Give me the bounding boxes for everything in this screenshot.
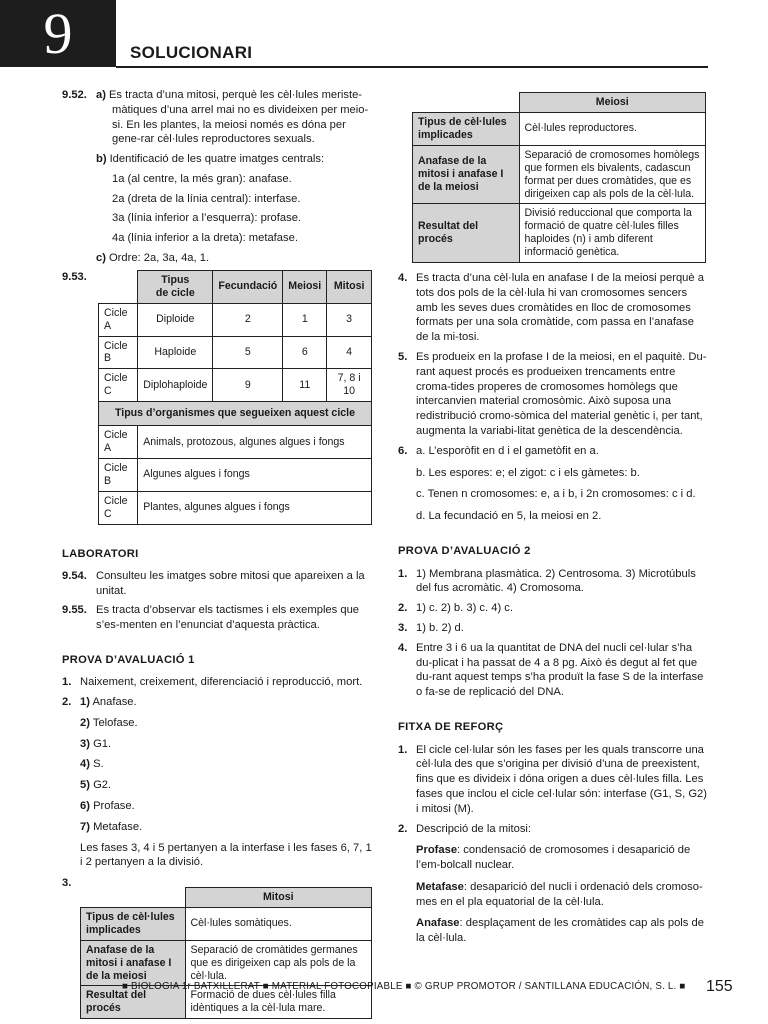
q4: 4. Es tracta d’una cèl·lula en anafase I de la meiosi perquè a tots dos pols de la cèl·lula hi van cromosomes sencers amb les seves dues cromàtides en lloc de cromosomes formats per una sola cromàtide, com passa en l’anafase de la mi-tosi. <box>398 272 704 344</box>
section-title: FITXA DE REFORÇ <box>398 720 504 733</box>
q954: 9.54. Consulteu les imatges sobre mitosi que apareixen a la unitat. <box>62 570 365 598</box>
p2-item: 4. Entre 3 i 6 ua la quantitat de DNA del nucli cel·lular s’ha du-plicat i ha passat de 4 a 8 pg. Això és degut al fet que du-rant aquest temps s’ha produït la fase S de la interfase o fa-se de replicació del DNA. <box>398 641 704 699</box>
list-item: 2a (dreta de la línia central): interfase. <box>112 192 301 205</box>
table-row: Cicle C Diplohaploide 9 11 7, 8 i 10 <box>99 369 372 402</box>
mitosi-table <box>80 887 372 1019</box>
page-number: 155 <box>706 978 733 995</box>
q5: 5. Es produeix en la profase I de la meiosi, en el paquitè. Du-rant aquest procés es produeixen trencaments entre croma-tides properes de cromosomes homòlegs que intercanvien material cromosòmic. Això suposa una redistribució cromo-sòmica del material genètic i, per tant, augmenta la variabi-litat genètica de la descendència. <box>398 351 707 437</box>
p1-q1: 1. Naixement, creixement, diferenciació i reproducció, mort. <box>62 676 363 689</box>
table-header: Meiosi <box>519 93 706 113</box>
right-column <box>398 92 708 951</box>
list-item: 4a (línia inferior a la dreta): metafase. <box>112 232 298 245</box>
section-title: LABORATORI <box>62 547 139 560</box>
q952-b-list <box>96 172 372 246</box>
section-title: PROVA D’AVALUACIÓ 2 <box>398 544 531 557</box>
cycle-table <box>98 270 372 525</box>
p1-q2: 2. 1) Anafase. 2) Telofase. 3) G1. 4) S. 5) G2. 6) Profase. 7) Metafase. Les fases 3, 4 i 5 pertanyen a la interfase i les fases 6, 7, 1 i 2 pertanyen a la divisió. <box>62 696 372 869</box>
table-header: Meiosi <box>283 270 327 303</box>
q953 <box>62 270 372 525</box>
q953-number: 9.53. <box>62 270 87 283</box>
table-header: Mitosi <box>185 887 372 907</box>
p1-q2-note: Les fases 3, 4 i 5 pertanyen a la interfase i les fases 6, 7, 1 i 2 pertanyen a la divisió. <box>80 841 372 869</box>
chapter-number: 9 <box>0 0 116 67</box>
table-header: Mitosi <box>327 270 372 303</box>
q952 <box>62 88 372 266</box>
table-row: Tipus d’organismes que segueixen aquest cicle <box>99 402 372 426</box>
table-row: Resultat del procés Formació de dues cèl·lules filla idèntiques a la cèl·lula mare. <box>81 986 372 1019</box>
header-rule <box>116 66 708 68</box>
table-row: Anafase de la mitosi i anafase I de la meiosi Separació de cromàtides germanes que es dirigeixen cap als pols de la cèl·lula. <box>81 940 372 986</box>
meiosi-table <box>412 92 706 263</box>
p2-item: 2. 1) c. 2) b. 3) c. 4) c. <box>398 602 513 615</box>
table-row: Cicle C Plantes, algunes algues i fongs <box>99 491 372 524</box>
table-row: Resultat del procés Divisió reduccional que comporta la formació de quatre cèl·lules filles haploides (n) i amb diferent informació genètica. <box>413 204 706 263</box>
q6: 6. a. L’esporòfit en d i el gametòfit en a. b. Les espores: e; el zigot: c i els gàmetes: b. c. Tenen n cromosomes: e, a i b, i 2n cromosomes: c i d. d. La fecundació en 5, la meiosi en 2. <box>398 444 696 523</box>
p2-item: 1. 1) Membrana plasmàtica. 2) Centrosoma. 3) Microtúbuls del fus acromàtic. 4) Cromosoma. <box>398 567 696 595</box>
p1-q3: 3. Mitosi Tipus de cèl·lules implicades Cèl·lules somàtiques. Anafase de la mitosi i anafase I de la meiosi Separació de cromàtides germanes que es dirigeixen cap als pols de la cèl·lula. Resultat del procés Formació de dues cèl·lules filla idèntiques a la cèl·lula mare. <box>62 876 372 1019</box>
q952-a: a) Es tracta d’una mitosi, perquè les cèl·lules meriste-màtiques d’una arrel mai no es divideixen per meio-si. En les plantes, la meiosi només es dóna per gene-rar cèl·lules reproductores sexuals. <box>96 89 369 146</box>
q952-number: 9.52. <box>62 89 87 101</box>
page-title: SOLUCIONARI <box>130 43 253 62</box>
table-header: Tipus de cicle <box>138 270 213 303</box>
table-row: Cicle A Diploide 2 1 3 <box>99 303 372 336</box>
table-header: Fecundació <box>213 270 283 303</box>
p2-item: 3. 1) b. 2) d. <box>398 621 464 634</box>
table-row: Tipus de cèl·lules implicades Cèl·lules reproductores. <box>413 112 706 145</box>
section-title: PROVA D’AVALUACIÓ 1 <box>62 653 195 666</box>
fr-q2: 2. Descripció de la mitosi: Profase: condensació de cromosomes i desaparició de l’em-bolcall nuclear. Metafase: desaparició del nucli i ordenació dels cromoso-mes en el pla equatorial de la cèl·lula. Anafase: desplaçament de les cromàtides cap als pols de la cèl·lula. <box>398 822 704 945</box>
left-column <box>62 88 372 1019</box>
table-row: Cicle B Algunes algues i fongs <box>99 458 372 491</box>
list-item: 3a (línia inferior a l’esquerra): profase. <box>112 212 302 225</box>
table-row: Cicle B Haploide 5 6 4 <box>99 336 372 369</box>
q952-c: c) Ordre: 2a, 3a, 4a, 1. <box>96 252 210 265</box>
footer-text: ■ BIOLOGIA 1r BATXILLERAT ■ MATERIAL FOTOCOPIABLE ■ © GRUP PROMOTOR / SANTILLANA EDUCACIÓN, S. L. ■ <box>122 981 686 992</box>
list-item: 1a (al centre, la més gran): anafase. <box>112 172 292 185</box>
table-row: Cicle A Animals, protozous, algunes algues i fongs <box>99 426 372 459</box>
q955: 9.55. Es tracta d’observar els tactismes i els exemples que s’es-menten en l’enunciat d’aquesta pràctica. <box>62 603 360 631</box>
table-row: Anafase de la mitosi i anafase I de la meiosi Separació de cromosomes homòlegs que formen els bivalents, cadascun format per dues cromàtides, que es dirigeixen cap als pols de la cèl·lula. <box>413 145 706 204</box>
fr-q1: 1. El cicle cel·lular són les fases per les quals transcorre una cèl·lula des que s’origina per divisió d’una de preexistent, fins que es divideix i dóna origen a dues cèl·lules filla. Les fases que inclou el cicle cel·lular són: interfase (G1, S, G2) i mitosi (M). <box>398 743 708 815</box>
table-row: Tipus de cèl·lules implicades Cèl·lules somàtiques. <box>81 907 372 940</box>
q952-b: b) Identificació de les quatre imatges centrals: <box>96 153 325 166</box>
